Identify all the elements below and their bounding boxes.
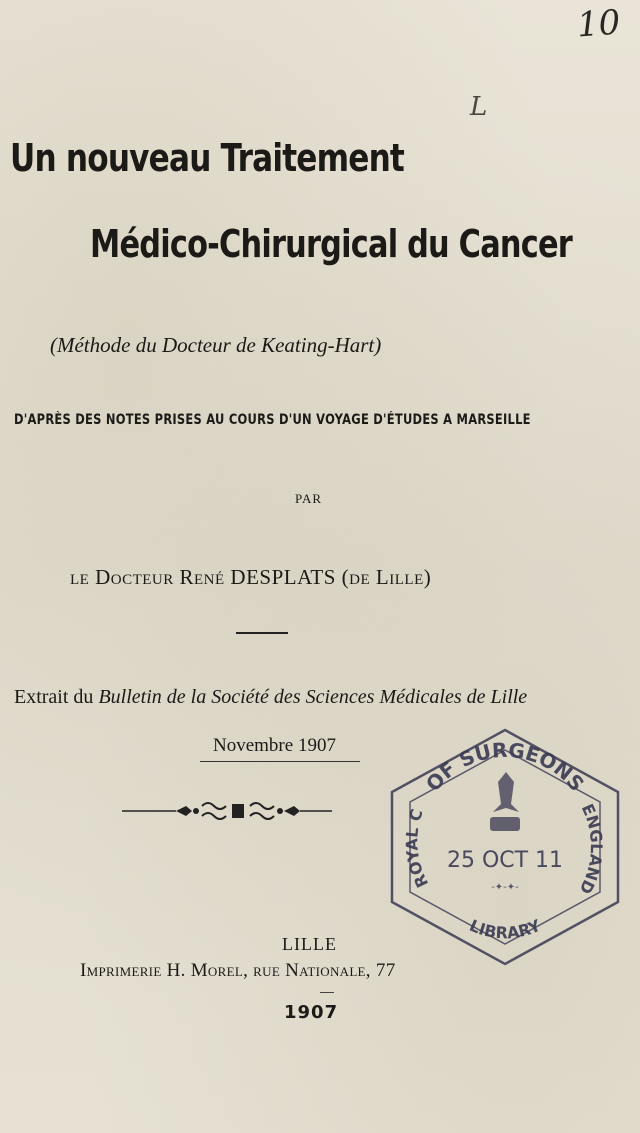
method-subtitle: (Méthode du Docteur de Keating-Hart) [50, 333, 382, 357]
handwritten-folio-number: 10 [575, 2, 622, 46]
author-line: le Docteur René DESPLATS (de Lille) [70, 565, 432, 589]
pencil-mark: L [470, 92, 488, 122]
title-line-2: Médico-Chirurgical du Cancer [90, 222, 572, 266]
stamp-left-text: ROYAL C [402, 806, 433, 891]
journal-title: Bulletin de la Société des Sciences Médicales de Lille [98, 686, 528, 708]
stamp-date: 25 OCT 11 [446, 848, 564, 873]
extract-line [14, 686, 527, 709]
stamp-bottom-text: LIBRARY [466, 915, 544, 943]
title-line-1: Un nouveau Traitement [10, 136, 405, 180]
context-line: D'APRÈS DES NOTES PRISES AU COURS D'UN VOYAGE D'ÉTUDES A MARSEILLE [14, 412, 531, 428]
stamp-right-text: ENGLAND [575, 800, 607, 898]
svg-text:ENGLAND [575, 801, 606, 897]
printer-ornament-icon [122, 798, 332, 829]
svg-text:ROYAL C [402, 807, 432, 891]
divider-rule [236, 632, 288, 634]
extract-prefix: Extrait du [14, 686, 94, 708]
month-underline [200, 761, 360, 762]
publication-year: 1907 [284, 1002, 339, 1023]
issue-month: Novembre 1907 [213, 735, 336, 756]
par-label: PAR [295, 491, 323, 506]
publisher-city: LILLE [282, 934, 337, 954]
library-stamp-icon [380, 722, 630, 977]
svg-text:LIBRARY [467, 916, 544, 943]
publisher-imprint: Imprimerie H. Morel, rue Nationale, 77 [80, 960, 396, 981]
stamp-top-text: OF SURGEONS [420, 737, 590, 796]
short-dash [320, 992, 334, 993]
svg-text:-✦-✦-: -✦-✦- [491, 882, 519, 893]
